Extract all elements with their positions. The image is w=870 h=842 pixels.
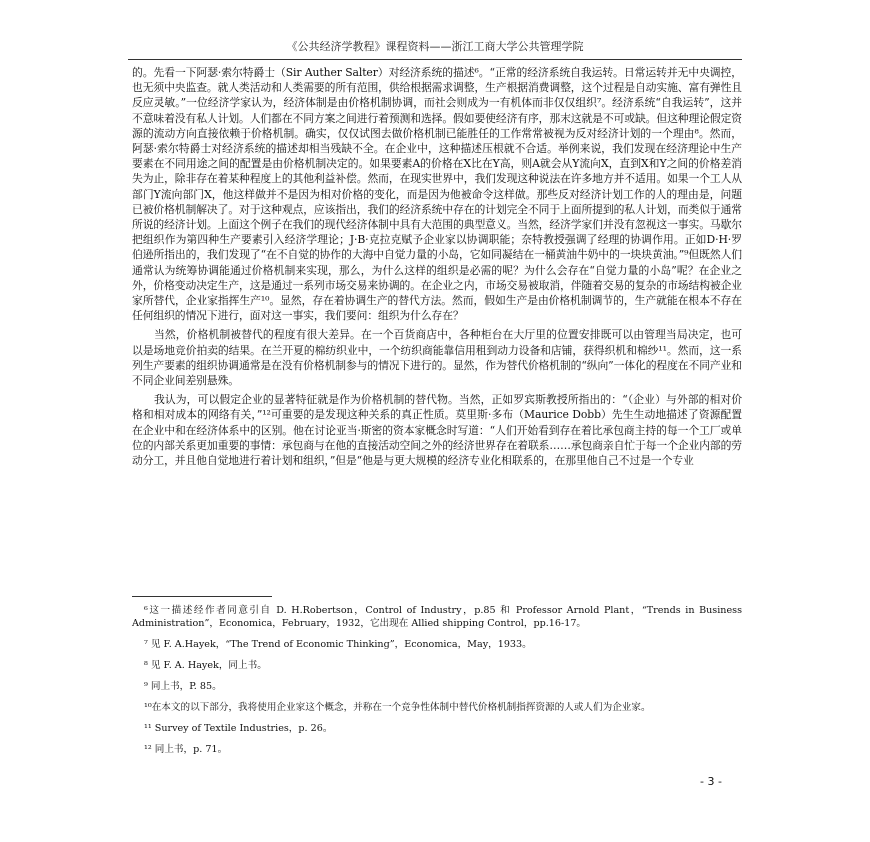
footnote-8: ⁸ 见 F. A. Hayek，同上书。 (144, 660, 267, 671)
footnote-7: ⁷ 见 F. A.Hayek，“The Trend of Economic Thinking”，Economica，May，1933。 (144, 639, 532, 650)
footnote-6: ⁶这一描述经作者同意引自 D. H.Robertson，Control of Industry，p.85 和 Professor Arnold Plant，“Trends in Business Administration”，Economica，February，1932，它出现在 Allied shipping Control，pp.16-17。 (132, 605, 742, 629)
page-number: - 3 - (700, 775, 722, 788)
footnote-12: ¹² 同上书，p. 71。 (144, 744, 228, 755)
footnotes (132, 604, 742, 764)
running-header: 《公共经济学教程》课程资料——浙江工商大学公共管理学院 (286, 40, 584, 53)
paragraph-3: 我认为，可以假定企业的显著特征就是作为价格机制的替代物。当然，正如罗宾斯教授所指出的：“（企业）与外部的相对价格和相对成本的网络有关，”¹²可重要的是发现这种关系的真正性质。莫里斯·多布（Maurice Dobb）先生生动地描述了资源配置在企业中和在经济体系中的区别。他在讨论亚当·斯密的资本家概念时写道：“人们开始看到存在着比承包商主持的每一个工厂或单位的内部关系更加重要的事情：承包商与在他的直接活动空间之外的经济世界存在着联系……承包商亲自忙于每一个企业内部的劳动分工，并且他自觉地进行着计划和组织，”但是“他是与更大规模的经济专业化相联系的，在那里他自己不过是一个专业 (132, 393, 742, 468)
footnote-11: ¹¹ Survey of Textile Industries，p. 26。 (144, 723, 333, 734)
footnote-9: ⁹ 同上书，P. 85。 (144, 681, 222, 692)
header-rule (128, 59, 742, 60)
body-text (132, 65, 742, 472)
paragraph-2: 当然，价格机制被替代的程度有很大差异。在一个百货商店中，各种柜台在大厅里的位置安排既可以由管理当局决定，也可以是场地竞价拍卖的结果。在兰开夏的棉纺织业中，一个纺织商能靠信用租到动力设备和店铺，获得织机和棉纱¹¹。然而，这一系列生产要素的组织协调通常是在没有价格机制参与的情况下进行的。显然，作为替代价格机制的“纵向”一体化的程度在不同产业和不同企业间差别悬殊。 (132, 328, 742, 388)
paragraph-1: 的。先看一下阿瑟·索尔特爵士（Sir Auther Salter）对经济系统的描述⁶。“正常的经济系统自我运转。日常运转并无中央调控，也无须中央监查。就人类活动和人类需要的所有范围，供给根据需求调整，生产根据消费调整，这个过程是自动实施、富有弹性且反应灵敏。”一位经济学家认为，经济体制是由价格机制协调，而社会则成为一有机体而非仅仅组织⁷。经济系统“自我运转”，这并不意味着没有私人计划。人们都在不同方案之间进行着预测和选择。假如要使经济有序，那末这就是不可或缺。但这种理论假定资源的流动方向直接依赖于价格机制。确实，仅仅试图去做价格机制已能胜任的工作常常被视为反对经济计划的一个理由⁸。然而，阿瑟·索尔特爵士对经济系统的描述却相当残缺不全。在企业中，这种描述压根就不合适。举例来说，我们发现在经济理论中生产要素在不同用途之间的配置是由价格机制决定的。如果要素A的价格在X比在Y高，则A就会从Y流向X，直到X和Y之间的价格差消失为止，除非存在着某种程度上的其他利益补偿。然而，在现实世界中，我们发现这种说法在许多地方并不适用。如果一个工人从部门Y流向部门X，他这样做并不是因为相对价格的变化，而是因为他被命令这样做。那些反对经济计划工作的人的理由是，问题已被价格机制解决了。对于这种观点，应该指出，我们的经济系统中存在的计划完全不同于上面所提到的私人计划，而类似于通常所说的经济计划。上面这个例子在我们的现代经济体制中具有大范围的典型意义。当然，经济学家们并没有忽视这一事实。马歇尔把组织作为第四种生产要素引入经济学理论；J·B·克拉克赋予企业家以协调职能；奈特教授强调了经理的协调作用。正如D·H·罗伯逊所指出的，我们发现了“在不自觉的协作的大海中自觉力量的小岛，它如同凝结在一桶黄油牛奶中的一块块黄油。”⁹但既然人们通常认为统筹协调能通过价格机制来实现，那么，为什么这样的组织是必需的呢？为什么会存在“自觉力量的小岛”呢？在企业之外，价格变动决定生产，这是通过一系列市场交易来协调的。在企业之内，市场交易被取消，伴随着交易的复杂的市场结构被企业家所替代，企业家指挥生产¹⁰。显然，存在着协调生产的替代方法。然而，假如生产是由价格机制调节的，生产就能在根本不存在任何组织的情况下进行，面对这一事实，我们要问：组织为什么存在？ (132, 66, 742, 323)
footnote-rule (132, 596, 272, 597)
footnote-10: ¹⁰在本文的以下部分，我将使用企业家这个概念，并称在一个竞争性体制中替代价格机制指挥资源的人或人们为企业家。 (144, 702, 651, 713)
